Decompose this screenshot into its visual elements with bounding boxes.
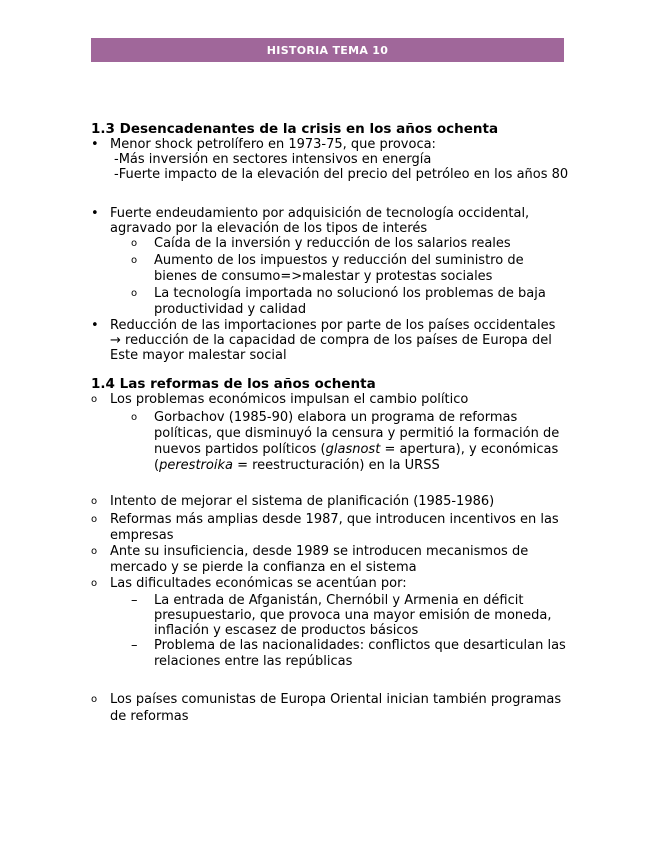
paragraph-line: inflación y escasez de productos básicos bbox=[154, 623, 419, 638]
paragraph-line: La entrada de Afganistán, Chernóbil y Armenia en déficit bbox=[154, 593, 524, 608]
bullet-marker: o bbox=[91, 546, 98, 557]
paragraph-line: Los países comunistas de Europa Oriental inician también programas bbox=[110, 692, 562, 707]
bullet-marker: o bbox=[91, 394, 98, 405]
text-run: ( bbox=[154, 458, 160, 473]
italic-term: glasnost bbox=[325, 442, 381, 457]
dash-marker: – bbox=[131, 638, 138, 653]
paragraph-line bbox=[154, 458, 440, 474]
sub-bullet-marker: o bbox=[131, 288, 138, 299]
paragraph-line: → reducción de la capacidad de compra de los países de Europa del bbox=[110, 333, 552, 348]
paragraph-line: Problema de las nacionalidades: conflictos que desarticulan las bbox=[154, 638, 566, 653]
paragraph-line: Las dificultades económicas se acentúan por: bbox=[110, 576, 407, 591]
bullet-marker: o bbox=[91, 694, 98, 705]
paragraph-line: empresas bbox=[110, 528, 174, 543]
paragraph-line bbox=[154, 442, 558, 458]
text-run: = apertura), y económicas bbox=[380, 442, 559, 457]
sub-bullet-marker: o bbox=[131, 255, 138, 266]
bullet-marker: o bbox=[91, 514, 98, 525]
paragraph-line: productividad y calidad bbox=[154, 302, 307, 317]
paragraph-line: presupuestario, que provoca una mayor emisión de moneda, bbox=[154, 608, 552, 623]
bullet-marker: o bbox=[91, 578, 98, 589]
paragraph-line: agravado por la elevación de los tipos de interés bbox=[110, 221, 428, 236]
italic-term: perestroika bbox=[159, 458, 233, 473]
bullet-marker: o bbox=[91, 496, 98, 507]
paragraph-line: -Fuerte impacto de la elevación del precio del petróleo en los años 80 bbox=[114, 167, 569, 182]
paragraph-line: mercado y se pierde la confianza en el sistema bbox=[110, 560, 417, 575]
paragraph-line: Intento de mejorar el sistema de planificación (1985-1986) bbox=[110, 494, 495, 509]
text-run: nuevos partidos políticos ( bbox=[154, 442, 326, 457]
section-heading-1-4: 1.4 Las reformas de los años ochenta bbox=[91, 376, 376, 392]
paragraph-line: de reformas bbox=[110, 709, 189, 724]
paragraph-line: Reformas más amplias desde 1987, que introducen incentivos en las bbox=[110, 512, 559, 527]
sub-bullet-marker: o bbox=[131, 238, 138, 249]
bullet-marker: • bbox=[91, 318, 99, 333]
bullet-marker: • bbox=[91, 137, 99, 152]
paragraph-line: Este mayor malestar social bbox=[110, 348, 287, 363]
paragraph-line: Los problemas económicos impulsan el cambio político bbox=[110, 392, 469, 407]
paragraph-line: relaciones entre las repúblicas bbox=[154, 654, 353, 669]
section-heading-1-3: 1.3 Desencadenantes de la crisis en los años ochenta bbox=[91, 121, 499, 137]
paragraph-line: Reducción de las importaciones por parte de los países occidentales bbox=[110, 318, 556, 333]
header-title: HISTORIA TEMA 10 bbox=[266, 43, 389, 57]
paragraph-line: Fuerte endeudamiento por adquisición de tecnología occidental, bbox=[110, 206, 530, 221]
sub-bullet-marker: o bbox=[131, 412, 138, 423]
paragraph-line: Ante su insuficiencia, desde 1989 se introducen mecanismos de bbox=[110, 544, 529, 559]
paragraph-line: bienes de consumo=>malestar y protestas sociales bbox=[154, 269, 493, 284]
paragraph-line: -Más inversión en sectores intensivos en energía bbox=[114, 152, 432, 167]
paragraph-line: Menor shock petrolífero en 1973-75, que provoca: bbox=[110, 137, 436, 152]
dash-marker: – bbox=[131, 593, 138, 608]
paragraph-line: La tecnología importada no solucionó los problemas de baja bbox=[154, 286, 546, 301]
header-banner bbox=[91, 38, 564, 62]
bullet-marker: • bbox=[91, 206, 99, 221]
paragraph-line: Caída de la inversión y reducción de los salarios reales bbox=[154, 236, 511, 251]
paragraph-line: Gorbachov (1985-90) elabora un programa de reformas bbox=[154, 410, 518, 425]
text-run: = reestructuración) en la URSS bbox=[232, 458, 440, 473]
paragraph-line: Aumento de los impuestos y reducción del suministro de bbox=[154, 253, 524, 268]
paragraph-line: políticas, que disminuyó la censura y permitió la formación de bbox=[154, 426, 560, 441]
